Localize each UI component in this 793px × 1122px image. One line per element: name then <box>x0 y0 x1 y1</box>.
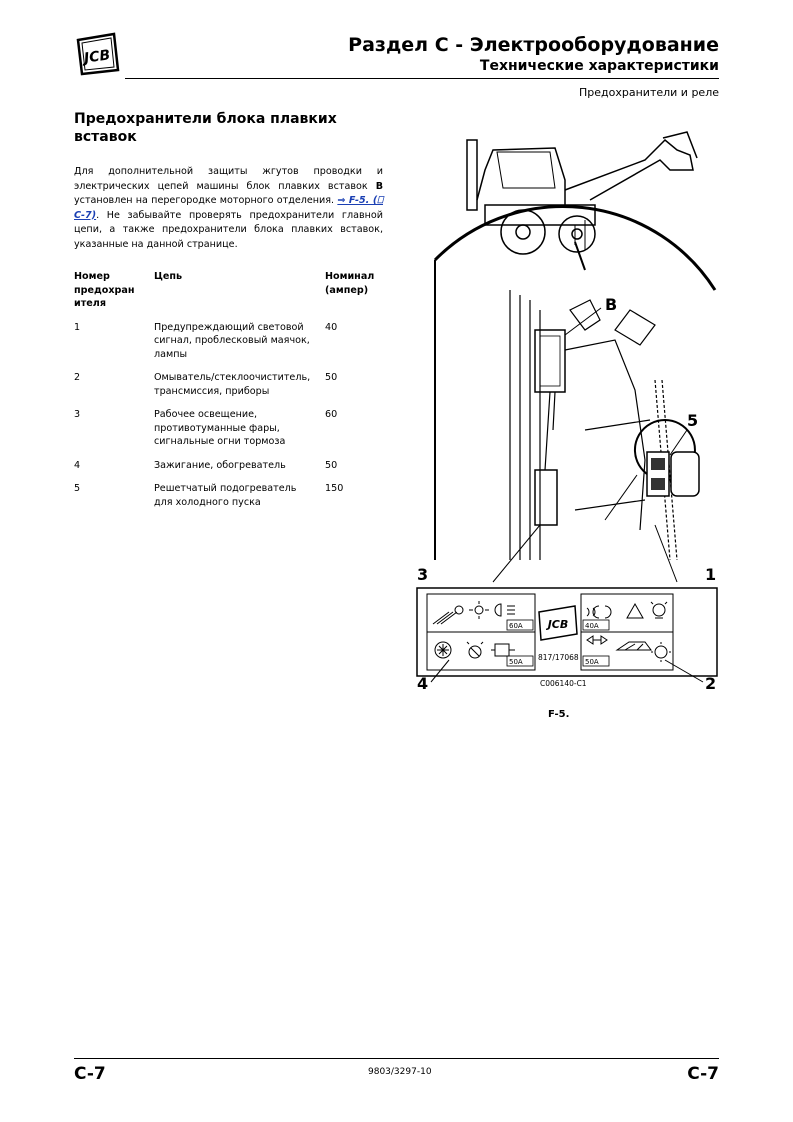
figure-cross-reference-link[interactable]: ⇒ F-5. (⎕ C-7) <box>74 195 383 221</box>
wiper-icon <box>617 642 651 650</box>
fuse-number: 2 <box>74 372 81 383</box>
header-rule <box>125 78 719 79</box>
page-heading: Предохранители блока плавких вставок <box>74 111 337 145</box>
fuse-rating: 150 <box>325 483 344 494</box>
fuse-circuit: Предупреждающий световой сигнал, проблесковый маячок, лампы <box>154 321 310 360</box>
transmission-icon <box>587 636 607 644</box>
label-60a: 60A <box>509 622 523 630</box>
page-number-right: C-7 <box>687 1064 719 1084</box>
fuse-box-figure <box>415 130 723 690</box>
page-number-left: C-7 <box>74 1064 106 1084</box>
callout-5: 5 <box>687 411 699 430</box>
fuse-number: 4 <box>74 459 81 471</box>
jcb-logo <box>74 32 120 76</box>
callout-3: 3 <box>417 565 429 584</box>
topic-label: Предохранители и реле <box>579 86 719 99</box>
decal-part-number: 817/17068 <box>538 653 579 662</box>
table-row <box>74 459 383 483</box>
fuse-rating: 50 <box>325 459 338 471</box>
fuse-rating: 60 <box>325 409 338 420</box>
brake-light-icon <box>475 606 483 614</box>
table-row <box>74 371 383 408</box>
zoom-arc <box>435 207 715 290</box>
fuse-table <box>74 270 383 519</box>
fuse-number: 1 <box>74 321 81 333</box>
section-title: Раздел C - Электрооборудование <box>348 34 719 56</box>
intro-text-3: . Не забывайте проверять предохранители главной цепи, а также предохранители блока плавких вставок, указанные на данной странице. <box>74 209 383 250</box>
intro-text-1: Для дополнительной защиты жгутов проводки и электрических цепей машины блок плавких вставок <box>74 166 383 192</box>
footer-rule <box>74 1058 719 1059</box>
callout-2: 2 <box>705 674 717 690</box>
fuse-number: 3 <box>74 409 81 420</box>
gear-icon <box>655 646 667 658</box>
document-number: 9803/3297-10 <box>368 1067 432 1077</box>
decal-logo-text: JCB <box>547 618 569 631</box>
table-row <box>74 482 383 519</box>
callout-b: B <box>605 295 618 314</box>
intro-paragraph <box>74 165 383 252</box>
image-code: C006140-C1 <box>540 679 587 688</box>
hazard-icon <box>627 604 643 618</box>
callout-4: 4 <box>417 674 429 690</box>
fuse-rating: 50 <box>325 372 338 383</box>
table-row <box>74 321 383 372</box>
fuse-circuit: Рабочее освещение, противотуманные фары, сигнальные огни тормоза <box>154 409 286 447</box>
fuse-rating: 40 <box>325 321 338 333</box>
work-light-icon <box>433 612 457 624</box>
fog-light-icon <box>495 604 515 616</box>
header-rating: Номинал (ампер) <box>325 271 375 296</box>
fuse-circuit: Омыватель/стеклоочиститель, трансмиссия, приборы <box>154 372 311 397</box>
engine-bay-detail <box>510 290 677 560</box>
intro-bold-letter: B <box>375 180 383 192</box>
fuse-circuit: Решетчатый подогреватель для холодного пуска <box>154 483 297 508</box>
fuse-circuit: Зажигание, обогреватель <box>154 459 286 471</box>
label-50a-left: 50A <box>509 658 523 666</box>
header-circuit: Цепь <box>154 271 183 282</box>
label-40a: 40A <box>585 622 599 630</box>
fuse-number: 5 <box>74 483 81 494</box>
logo-text: JCB <box>83 47 112 67</box>
intro-text-2: установлен на перегородке моторного отделения. <box>74 195 338 206</box>
side-lights-icon <box>587 606 611 618</box>
label-50a-right: 50A <box>585 658 599 666</box>
table-header-row <box>74 270 383 321</box>
beacon-icon <box>653 604 665 616</box>
table-row <box>74 408 383 459</box>
section-subtitle: Технические характеристики <box>479 58 719 74</box>
header-fuse-number: Номер предохран ителя <box>74 271 135 309</box>
figure-caption: F-5. <box>548 709 570 720</box>
fuse-5-inset <box>605 420 699 520</box>
instrument-icon <box>495 644 509 656</box>
fuse-decal <box>417 588 717 676</box>
callout-1: 1 <box>705 565 717 584</box>
